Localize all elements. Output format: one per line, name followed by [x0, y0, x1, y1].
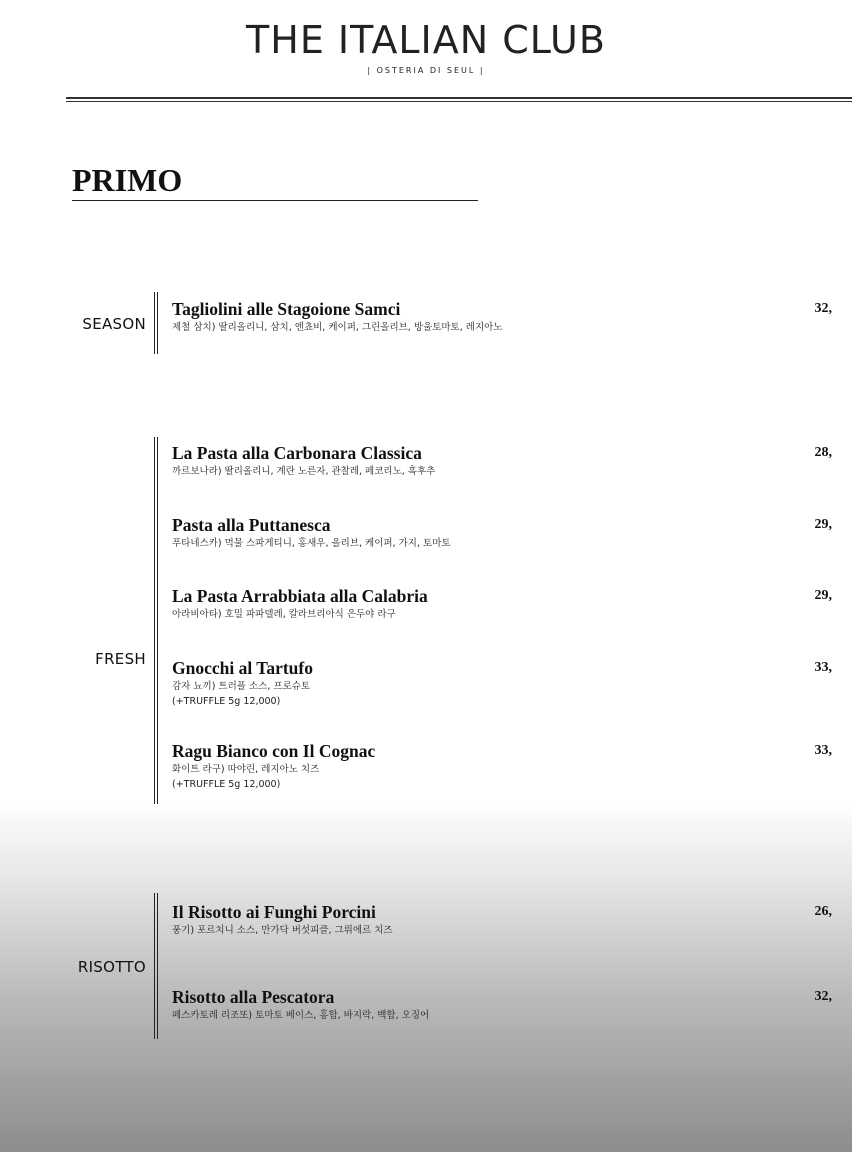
menu-item-name: Tagliolini alle Stagoione Samci [172, 299, 401, 319]
menu-item [172, 299, 832, 335]
menu-item-description: 푸타네스카) 먹물 스파게티니, 홍새우, 올리브, 케이퍼, 가지, 토마토 [172, 538, 451, 549]
menu-item-name: La Pasta alla Carbonara Classica [172, 443, 422, 463]
menu-item [172, 741, 832, 792]
menu-item-description: 아라비아타) 호밀 파파델레, 칼라브리아식 은두야 라구 [172, 609, 396, 620]
menu-item-description: 제철 삼치) 딸리올리니, 삼치, 엔쵸비, 케이퍼, 그린올리브, 방울토마토, 레지아노 [172, 322, 503, 333]
menu-item-description: 화이트 라구) 따야린, 레지아노 치즈 [172, 764, 320, 775]
category-divider [154, 292, 158, 354]
category-label-fresh: FRESH [95, 650, 146, 668]
menu-item [172, 658, 832, 709]
menu-item-price: 29, [814, 517, 832, 532]
menu-item [172, 586, 832, 622]
menu-header [0, 0, 852, 110]
restaurant-logo-title: THE ITALIAN CLUB [246, 18, 606, 62]
menu-item [172, 443, 832, 479]
menu-item-price: 33, [814, 743, 832, 758]
header-divider-thick [66, 97, 852, 99]
menu-item-addon: (+TRUFFLE 5g 12,000) [172, 779, 281, 790]
category-divider [154, 893, 158, 1039]
section-title: PRIMO [72, 162, 478, 201]
category-divider [154, 437, 158, 804]
menu-item-price: 28, [814, 445, 832, 460]
restaurant-logo-subtitle: | OSTERIA DI SEUL | [367, 66, 485, 75]
menu-item-description: 풍기) 포르치니 소스, 만가닥 버섯피클, 그뤼에르 치즈 [172, 925, 393, 936]
menu-item-price: 26, [814, 904, 832, 919]
menu-item-addon: (+TRUFFLE 5g 12,000) [172, 696, 281, 707]
menu-item-name: Pasta alla Puttanesca [172, 515, 331, 535]
menu-item [172, 902, 832, 938]
menu-item-price: 29, [814, 588, 832, 603]
menu-item-name: Il Risotto ai Funghi Porcini [172, 902, 376, 922]
menu-item-description: 페스카토레 리조또) 토마토 베이스, 홍합, 바지락, 백합, 오징어 [172, 1010, 430, 1021]
menu-item-description: 감자 뇨끼) 트러플 소스, 프로슈토 [172, 681, 311, 692]
menu-item-name: Risotto alla Pescatora [172, 987, 335, 1007]
category-label-risotto: RISOTTO [77, 958, 146, 976]
menu-item-name: Ragu Bianco con Il Cognac [172, 741, 376, 761]
menu-item-price: 32, [814, 989, 832, 1004]
category-label-season: SEASON [82, 315, 146, 333]
header-divider-thin [66, 101, 852, 102]
menu-item-description: 까르보나라) 딸리올리니, 계란 노른자, 관찰레, 페코리노, 흑후추 [172, 466, 436, 477]
menu-item-price: 32, [814, 301, 832, 316]
menu-item-price: 33, [814, 660, 832, 675]
menu-item-name: La Pasta Arrabbiata alla Calabria [172, 586, 428, 606]
menu-item [172, 987, 832, 1023]
menu-item-name: Gnocchi al Tartufo [172, 658, 313, 678]
menu-item [172, 515, 832, 551]
